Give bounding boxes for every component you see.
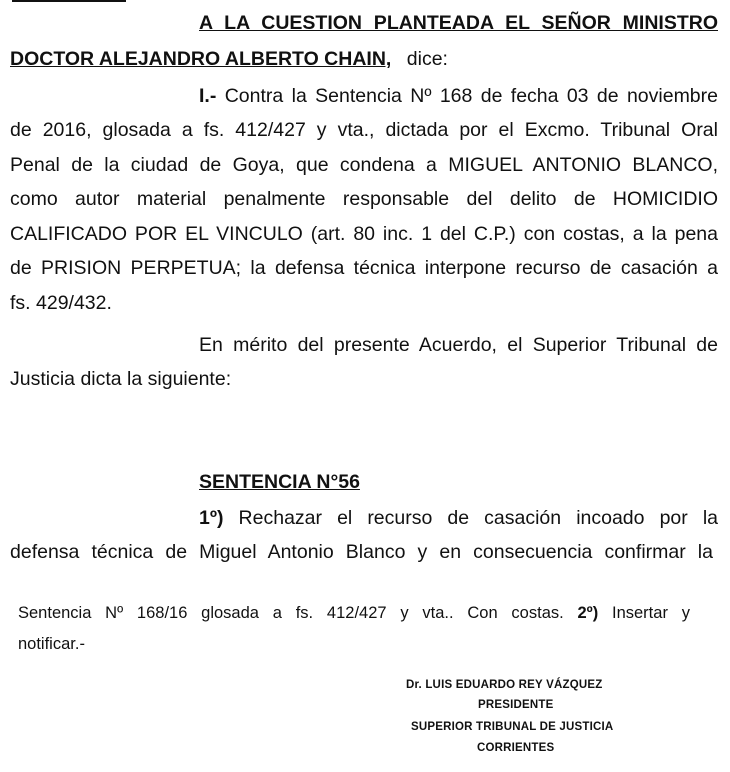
paragraph-line: CALIFICADO POR EL VINCULO (art. 80 inc. 1 del C.P.) con costas, a la pena — [10, 222, 718, 245]
paragraph-line: Penal de la ciudad de Goya, que condena a MIGUEL ANTONIO BLANCO, — [10, 153, 718, 176]
top-rule — [12, 0, 126, 2]
signature-court: SUPERIOR TRIBUNAL DE JUSTICIA — [411, 721, 614, 733]
paragraph-marker: I.- — [199, 85, 217, 107]
paragraph-one-body — [10, 118, 718, 291]
item-marker: 1º) — [199, 507, 224, 529]
dice-text: dice: — [406, 48, 448, 70]
paragraph-one-last-line: fs. 429/432. — [10, 292, 112, 314]
paragraph-one-first-line — [199, 84, 718, 108]
paragraph-line: de PRISION PERPETUA; la defensa técnica interpone recurso de casación a — [10, 257, 718, 279]
sentencia-cont-line2: notificar.- — [18, 635, 85, 653]
minister-line — [10, 47, 448, 71]
signature-role: PRESIDENTE — [478, 699, 554, 711]
paragraph-line: como autor material penalmente responsable del delito de HOMICIDIO — [10, 188, 718, 210]
signature-city: CORRIENTES — [477, 742, 555, 754]
paragraph-two-line1: En mérito del presente Acuerdo, el Superior Tribunal de — [199, 334, 718, 356]
item-marker: 2º) — [577, 604, 599, 622]
paragraph-line: de 2016, glosada a fs. 412/427 y vta., dictada por el Excmo. Tribunal Oral — [10, 119, 718, 141]
heading-line: A LA CUESTION PLANTEADA EL SEÑOR MINISTRO — [199, 12, 718, 34]
sentencia-item1-line1: 1º) Rechazar el recurso de casación incoado por la — [199, 507, 718, 529]
signature-name: Dr. LUIS EDUARDO REY VÁZQUEZ — [406, 679, 603, 691]
minister-name: DOCTOR ALEJANDRO ALBERTO CHAIN, — [10, 48, 392, 70]
paragraph-line: Contra la Sentencia Nº 168 de fecha 03 de noviembre — [224, 85, 718, 107]
sentencia-cont-line1: Sentencia Nº 168/16 glosada a fs. 412/427 y vta.. Con costas. 2º) Insertar y — [18, 604, 690, 622]
paragraph-two-line2: Justicia dicta la siguiente: — [10, 368, 232, 390]
sentencia-item1-line2: defensa técnica de Miguel Antonio Blanco y en consecuencia confirmar la — [10, 541, 713, 563]
sentencia-title: SENTENCIA N°56 — [199, 471, 360, 493]
